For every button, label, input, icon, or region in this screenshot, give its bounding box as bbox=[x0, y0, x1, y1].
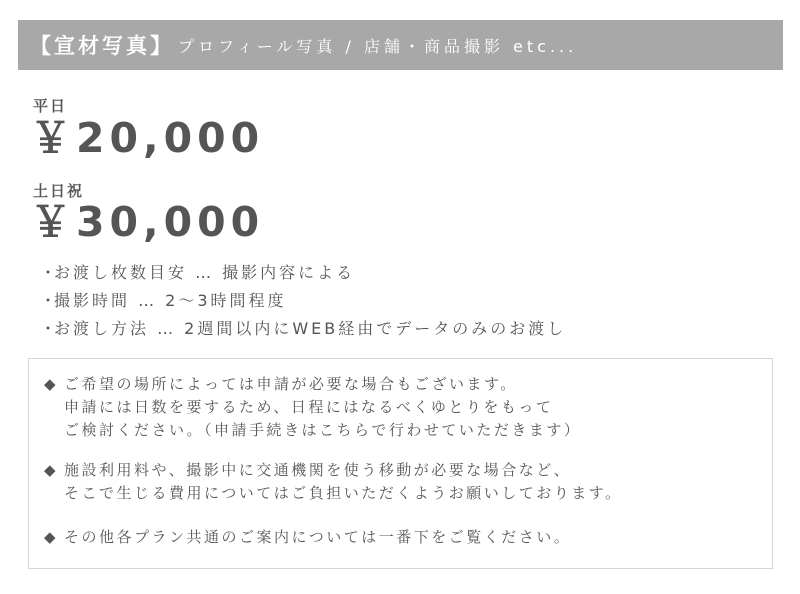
info-item-delivery-method bbox=[40, 318, 566, 346]
header-title: 【宣材写真】 bbox=[30, 34, 174, 58]
notice-text: ご希望の場所によっては申請が必要な場合もございます。 bbox=[64, 375, 518, 393]
weekday-price: ￥20,000 bbox=[30, 114, 265, 162]
weekday-label: 平日 bbox=[33, 97, 68, 115]
info-item-delivery-count bbox=[40, 262, 566, 290]
notice-line bbox=[44, 526, 571, 549]
notice-text: 施設利用料や、撮影中に交通機関を使う移動が必要な場合など、 bbox=[64, 461, 572, 479]
bullet-dot: ・ bbox=[40, 319, 60, 338]
notice-item-fees bbox=[44, 459, 623, 505]
notice-line: 申請には日数を要するため、日程にはなるべくゆとりをもって bbox=[64, 398, 554, 416]
notice-line: ご検討ください。（申請手続きはこちらで行わせていただきます） bbox=[64, 421, 582, 439]
notice-line: そこで生じる費用についてはご負担いただくようお願いしております。 bbox=[64, 484, 623, 502]
diamond-icon: ◆ bbox=[44, 375, 59, 393]
notice-item-permit bbox=[44, 373, 581, 442]
weekend-label: 土日祝 bbox=[33, 182, 85, 200]
notice-line bbox=[44, 373, 581, 396]
info-list bbox=[40, 262, 566, 346]
notice-text: その他各プラン共通のご案内については一番下をご覧ください。 bbox=[64, 528, 572, 546]
bullet-dot: ・ bbox=[40, 291, 60, 310]
info-item-text: お渡し方法 … 2週間以内にWEB経由でデータのみのお渡し bbox=[54, 319, 567, 338]
notice-item-common-info bbox=[44, 526, 571, 549]
info-item-text: 撮影時間 … 2〜3時間程度 bbox=[54, 291, 287, 310]
weekend-price: ￥30,000 bbox=[30, 198, 265, 246]
diamond-icon: ◆ bbox=[44, 461, 59, 479]
diamond-icon: ◆ bbox=[44, 528, 59, 546]
header-subtitle: プロフィール写真 / 店舗・商品撮影 etc... bbox=[178, 36, 578, 56]
notice-box bbox=[28, 358, 773, 569]
header-bar bbox=[18, 20, 783, 70]
info-item-shooting-time bbox=[40, 290, 566, 318]
bullet-dot: ・ bbox=[40, 263, 60, 282]
notice-line bbox=[44, 459, 623, 482]
info-item-text: お渡し枚数目安 … 撮影内容による bbox=[54, 263, 356, 282]
